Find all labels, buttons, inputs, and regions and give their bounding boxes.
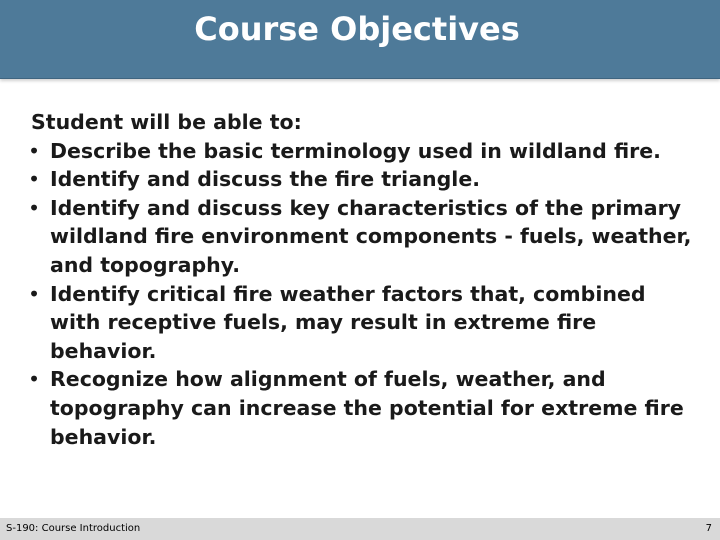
objective-item: [28, 137, 698, 166]
bullet-icon: •: [28, 195, 41, 220]
bullet-icon: •: [28, 138, 41, 163]
objectives-list: [28, 137, 698, 452]
objective-text: Describe the basic terminology used in wildland fire.: [50, 138, 661, 163]
bullet-icon: •: [28, 281, 41, 306]
objective-text: Identify critical fire weather factors that, combined with receptive fuels, may result in extreme fire behavior.: [50, 281, 646, 363]
objective-text: Identify and discuss key characteristics of the primary wildland fire environment components - fuels, weather, and topography.: [50, 195, 692, 277]
slide-title: Course Objectives: [194, 10, 520, 48]
intro-text: Student will be able to:: [31, 110, 302, 134]
objective-text: Identify and discuss the fire triangle.: [50, 167, 481, 192]
bullet-icon: •: [28, 167, 41, 192]
objective-item: [28, 194, 698, 280]
bullet-icon: •: [28, 367, 41, 392]
title-bar: [0, 0, 720, 79]
slide-content: [28, 108, 698, 451]
objective-item: [28, 365, 698, 451]
course-label: S-190: Course Introduction: [6, 523, 141, 534]
objective-item: [28, 280, 698, 366]
page-number: 7: [705, 523, 712, 534]
footer-bar: [0, 518, 720, 540]
objective-item: [28, 165, 698, 194]
objective-text: Recognize how alignment of fuels, weather, and topography can increase the potential for extreme fire behavior.: [50, 367, 684, 449]
